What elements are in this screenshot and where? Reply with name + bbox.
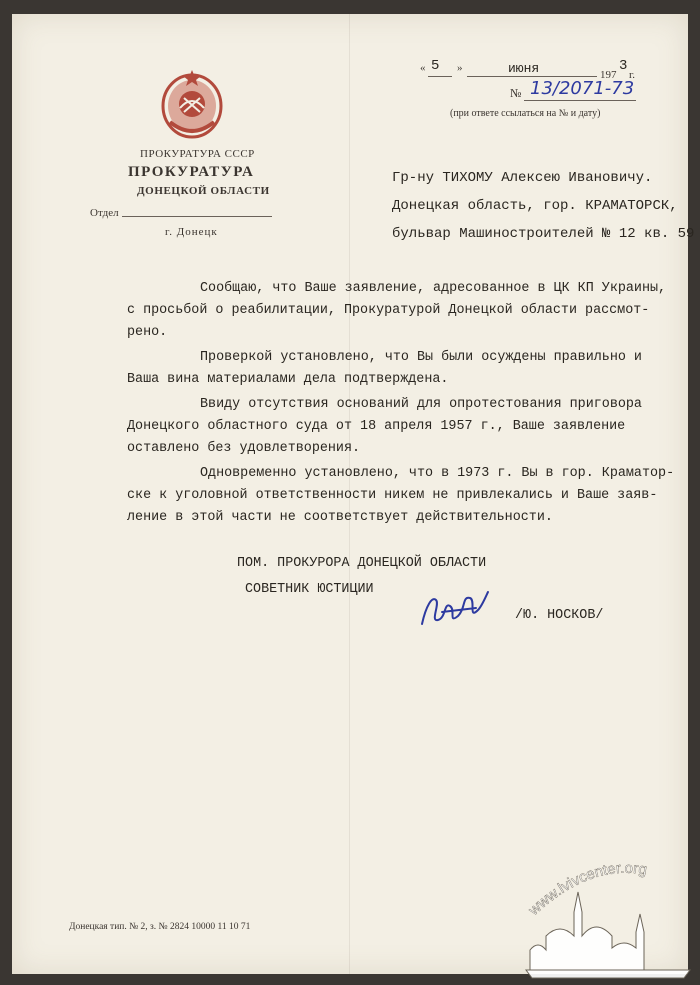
body-line: с просьбой о реабилитации, Прокуратурой Донецкой области рассмот- (127, 303, 650, 318)
date-month-line (467, 76, 597, 77)
signatory-rank: СОВЕТНИК ЮСТИЦИИ (245, 582, 374, 597)
number-line (524, 100, 636, 101)
body-line: оставлено без удовлетворения. (127, 441, 361, 456)
org-region: ДОНЕЦКОЙ ОБЛАСТИ (137, 185, 270, 197)
body-line: рено. (127, 325, 168, 340)
addressee-line: бульвар Машиностроителей № 12 кв. 59 (392, 226, 695, 242)
signatory-name: /Ю. НОСКОВ/ (515, 608, 604, 623)
number-handwritten: 13/2071-73 (530, 78, 635, 99)
city-label: г. Донецк (165, 226, 218, 238)
print-footer: Донецкая тип. № 2, з. № 2824 10000 11 10 71 (69, 922, 251, 932)
reply-note: (при ответе ссылаться на № и дату) (450, 108, 601, 119)
date-year-prefix: 197 (600, 69, 617, 81)
signatory-title: ПОМ. ПРОКУРОРА ДОНЕЦКОЙ ОБЛАСТИ (237, 556, 487, 571)
body-line: Проверкой установлено, что Вы были осуждены правильно и (200, 350, 642, 365)
date-open-quote: « (420, 62, 426, 74)
watermark-logo (520, 852, 696, 984)
document-sheet (12, 14, 695, 974)
body-line: Сообщаю, что Ваше заявление, адресованное в ЦК КП Украины, (200, 281, 667, 296)
date-day-line (428, 76, 452, 77)
body-line: Одновременно установлено, что в 1973 г. Вы в гор. Краматор- (200, 466, 675, 481)
date-year-suffix: г. (629, 69, 636, 81)
body-line: Ввиду отсутствия оснований для опротестования приговора (200, 397, 642, 412)
date-day: 5 (431, 58, 440, 74)
addressee-line: Донецкая область, гор. КРАМАТОРСК, (392, 198, 678, 214)
date-month: июня (508, 61, 540, 76)
body-line: ление в этой части не соответствует действительности. (127, 510, 553, 525)
date-close-quote: » (457, 62, 463, 74)
svg-text:www.lvivcenter.org: www.lvivcenter.org (525, 859, 649, 919)
body-line: ске к уголовной ответственности никем не привлекались и Ваше заяв- (127, 488, 658, 503)
addressee-line: Гр-ну ТИХОМУ Алексею Ивановичу. (392, 170, 653, 186)
handwritten-signature (416, 586, 492, 632)
org-title: ПРОКУРАТУРА (128, 164, 255, 180)
body-line: Ваша вина материалами дела подтверждена. (127, 372, 449, 387)
org-union-label: ПРОКУРАТУРА СССР (140, 148, 255, 160)
date-year-digit: 3 (619, 58, 628, 74)
dept-label: Отдел (90, 207, 119, 219)
ussr-emblem-icon (160, 68, 224, 140)
dept-line (122, 216, 272, 217)
body-line: Донецкого областного суда от 18 апреля 1957 г., Ваше заявление (127, 419, 626, 434)
number-label: № (510, 86, 522, 100)
